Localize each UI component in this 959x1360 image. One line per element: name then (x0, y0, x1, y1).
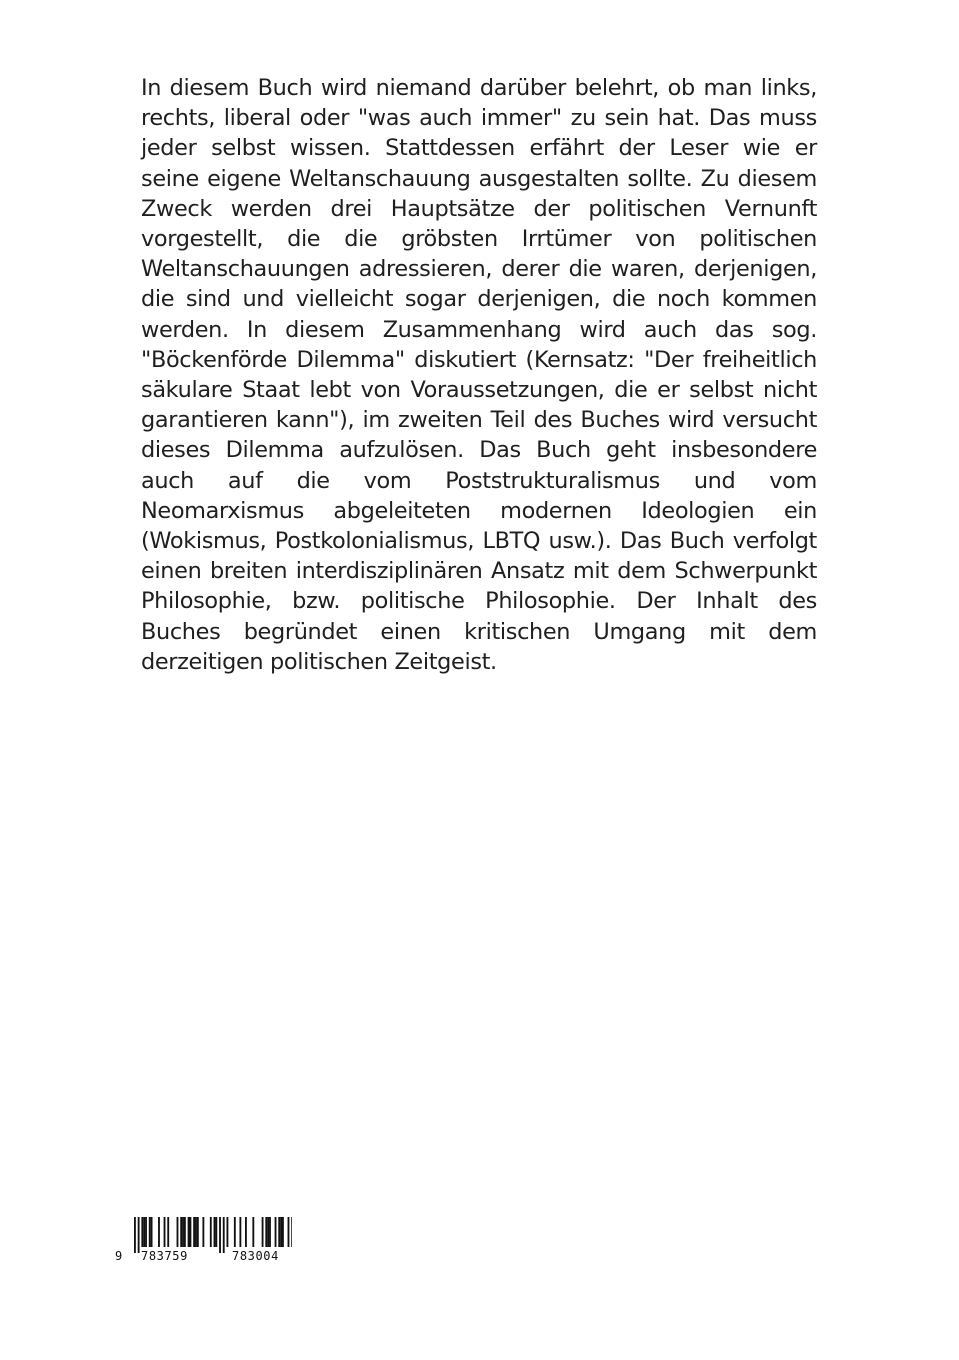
barcode-bar (245, 1217, 247, 1247)
isbn-left-digits: 783759 (141, 1249, 188, 1263)
barcode-bar (275, 1217, 277, 1247)
barcode-bar (151, 1217, 153, 1247)
barcode-bar (269, 1217, 271, 1247)
barcode-bar (262, 1217, 264, 1247)
barcode-bar (252, 1217, 254, 1247)
barcode-bar (164, 1217, 166, 1247)
barcode-bar (278, 1217, 280, 1247)
barcode-bar (193, 1217, 195, 1247)
barcode-bar (197, 1217, 199, 1247)
barcode-bar (214, 1217, 216, 1247)
barcode-bar (145, 1217, 147, 1247)
barcode-bar (215, 1217, 217, 1247)
barcode-bar (182, 1217, 184, 1247)
barcode-bar (239, 1217, 241, 1247)
barcode-bar (141, 1217, 143, 1247)
barcode-bar (195, 1217, 197, 1247)
barcode-guard-bar (134, 1217, 136, 1253)
barcode-bar (158, 1217, 160, 1247)
barcode-bar (267, 1217, 269, 1247)
barcode-guard-bar (223, 1217, 225, 1253)
barcode-bar (149, 1217, 151, 1247)
barcode-bar (190, 1217, 192, 1247)
barcode-guard-bar (138, 1217, 140, 1253)
barcode-bar (143, 1217, 145, 1247)
barcode-bar (280, 1217, 282, 1247)
barcode-bar (188, 1217, 190, 1247)
barcode-bar (265, 1217, 267, 1247)
isbn-barcode (112, 1216, 292, 1264)
barcode-bar (282, 1217, 284, 1247)
barcode-bar (210, 1217, 212, 1247)
barcode-bar (227, 1217, 229, 1247)
barcode-bar (177, 1217, 179, 1247)
barcode-bar (202, 1217, 204, 1247)
barcode-bar (234, 1217, 236, 1247)
barcode-bar (288, 1217, 290, 1247)
barcode-guard-bar (219, 1217, 221, 1253)
isbn-right-digits: 783004 (232, 1249, 279, 1263)
barcode-bar (184, 1217, 186, 1247)
isbn-prefix-digit: 9 (115, 1249, 123, 1263)
blurb-text: In diesem Buch wird niemand darüber belehrt, ob man links, rechts, liberal oder "was auch immer" zu sein hat. Das muss jeder selbst wissen. Stattdessen erfährt der Leser wie er seine eigene Weltanschauung ausgestalten sollte. Zu diesem Zweck werden drei Hauptsätze der politischen Vernunft vorgestellt, die die gröbsten Irrtümer von politischen Weltanschauungen adressieren, derer die waren, derjenigen, die sind und vielleicht sogar derjenigen, die noch kommen werden. In diesem Zusammenhang wird auch das sog. "Böckenförde Dilemma" diskutiert (Kernsatz: "Der freiheitlich säkulare Staat lebt von Voraussetzungen, die er selbst nicht garantieren kann"), im zweiten Teil des Buches wird versucht dieses Dilemma aufzulösen. Das Buch geht insbesondere auch auf die vom Poststrukturalismus und vom Neomarxismus abgeleiteten modernen Ideologien ein (Wokismus, Postkolonialismus, LBTQ usw.). Das Buch verfolgt einen breiten interdisziplinären Ansatz mit dem Schwerpunkt Philosophie, bzw. politische Philosophie. Der Inhalt des Buches begründet einen kritischen Umgang mit dem derzeitigen politischen Zeitgeist. (141, 75, 817, 675)
barcode-bar (180, 1217, 182, 1247)
barcode-bar (167, 1217, 169, 1247)
barcode-bar (291, 1217, 292, 1247)
